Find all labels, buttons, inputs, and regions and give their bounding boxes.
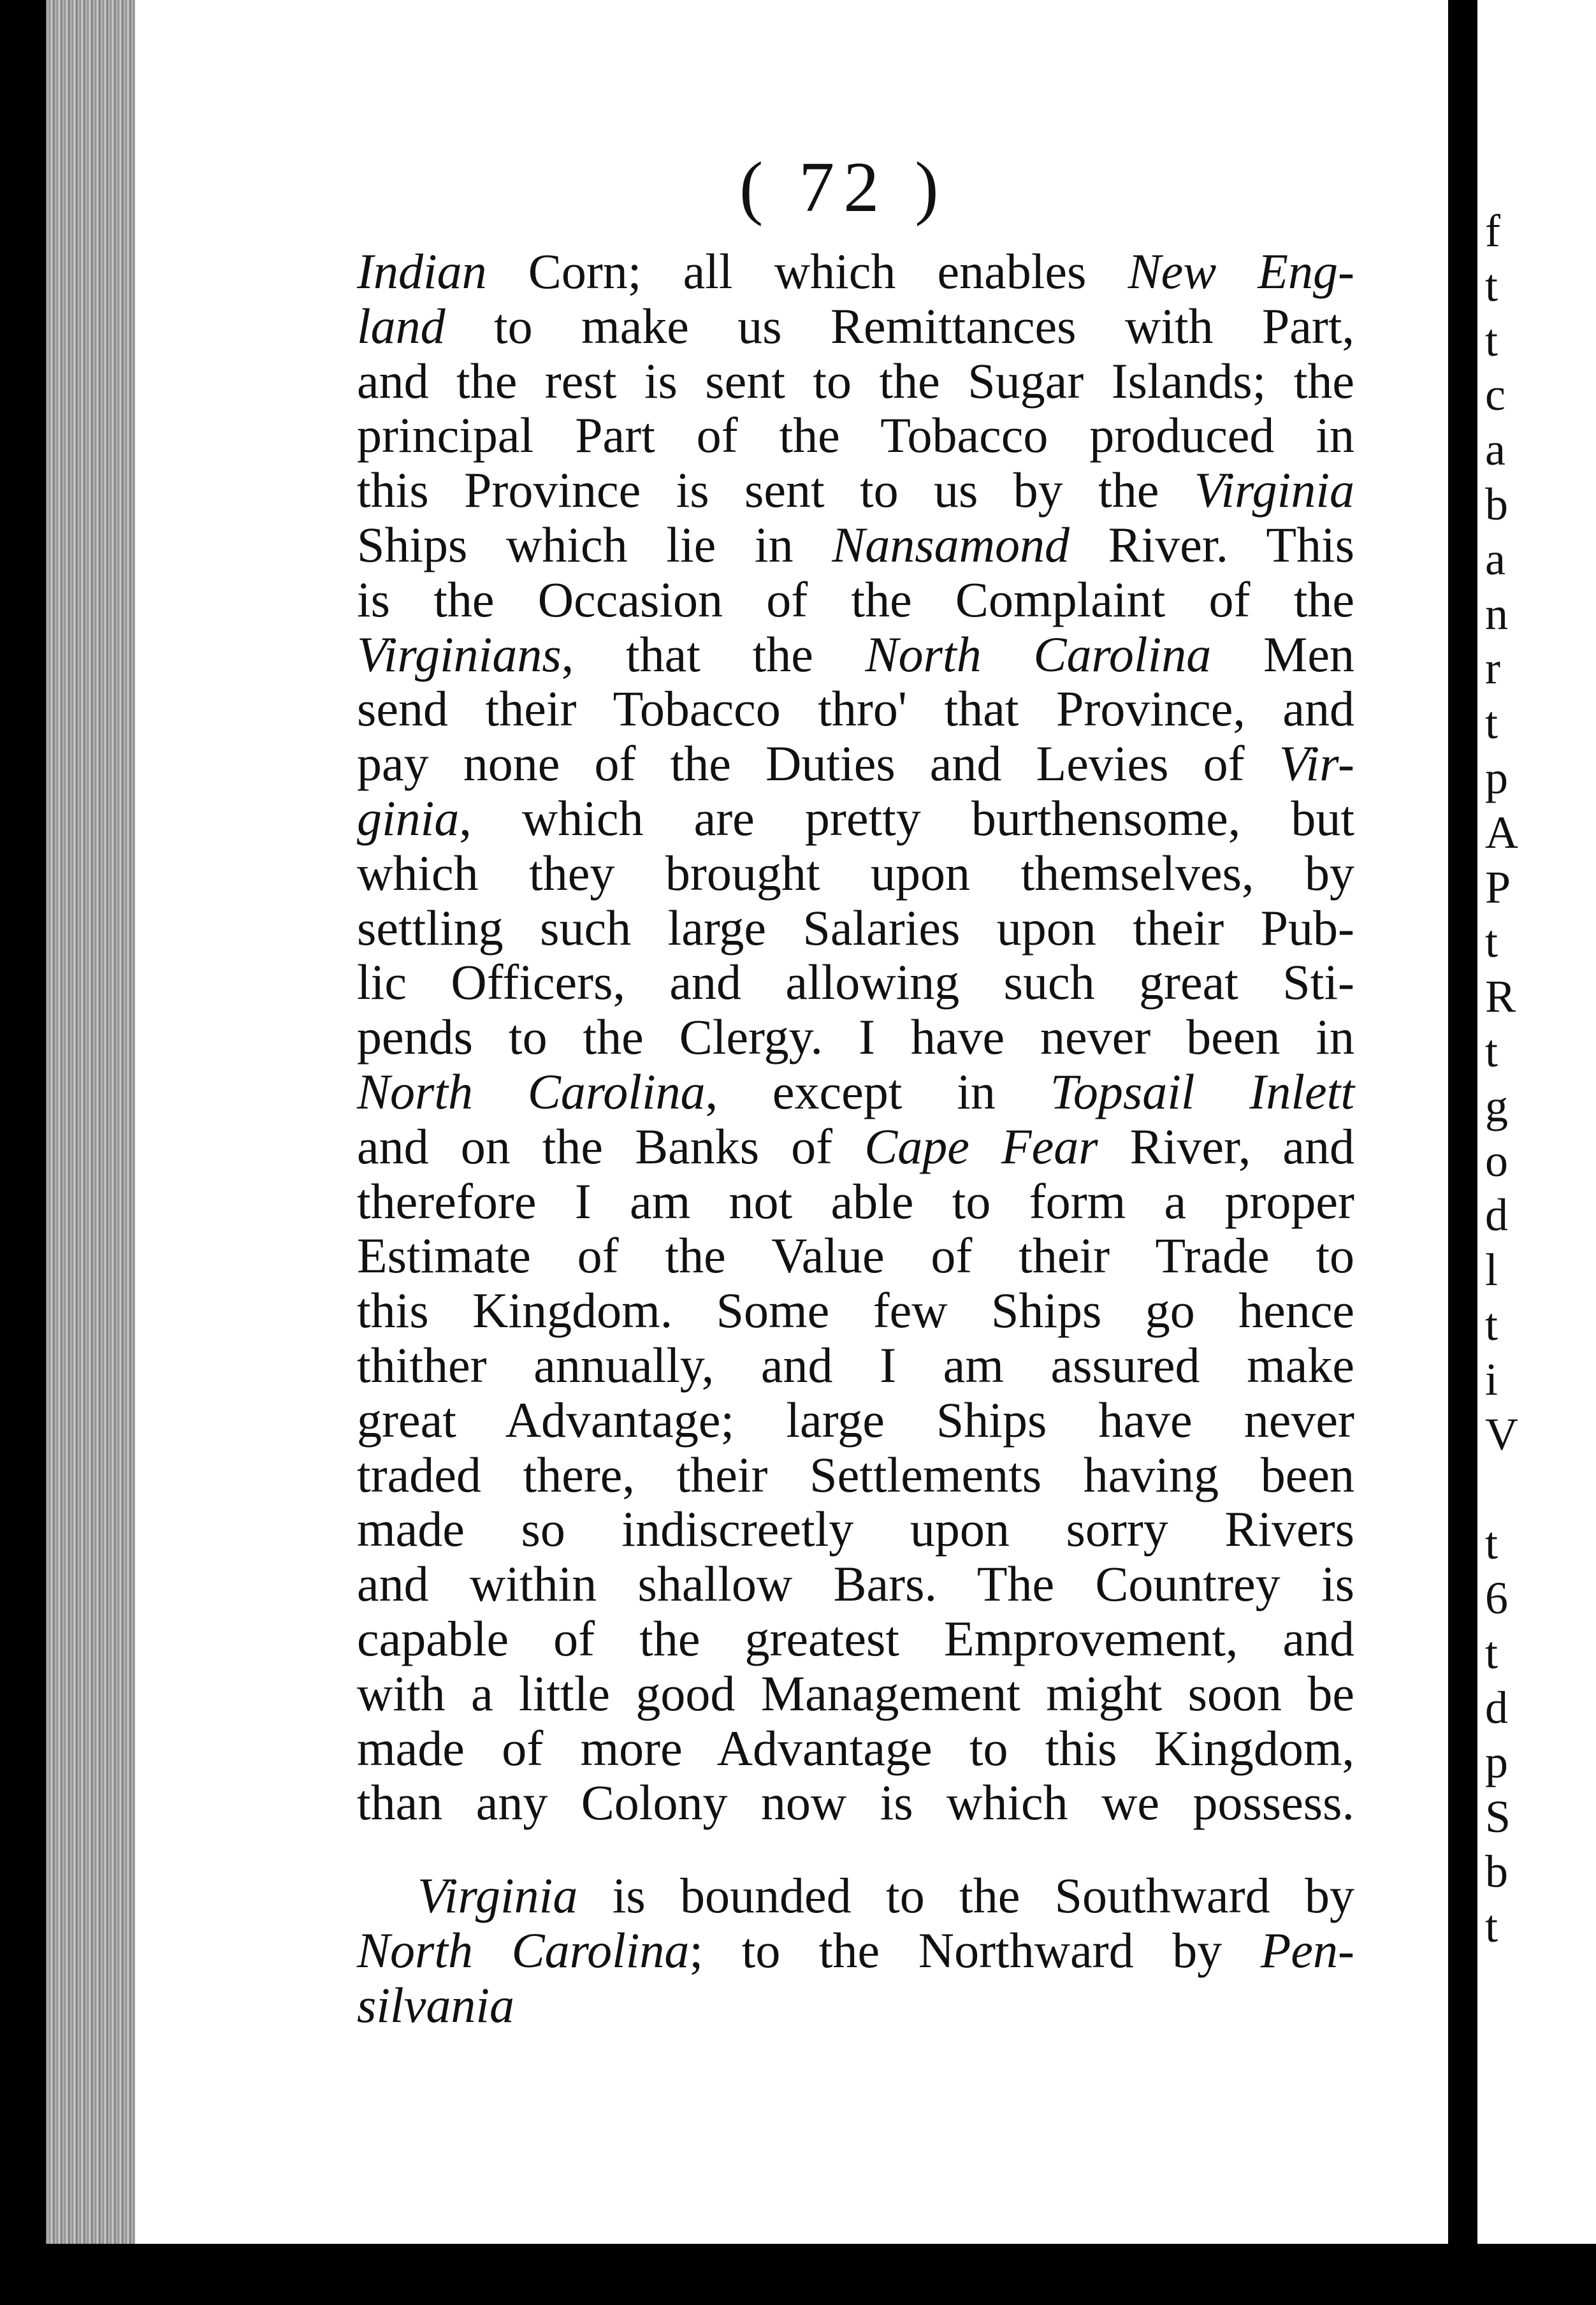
facing-line-fragment: c (1485, 369, 1505, 421)
italic-text: Vir- (1279, 736, 1354, 792)
paragraph1-line (357, 299, 1354, 354)
facing-line-fragment: t (1485, 1518, 1498, 1569)
paragraph1-line (357, 627, 1354, 682)
paragraph1-line (357, 1119, 1354, 1174)
facing-line-fragment: f (1485, 205, 1500, 256)
paragraph1-line (357, 1283, 1354, 1338)
italic-text: North Carolina (357, 1063, 706, 1119)
roman-text: which they brought upon themselves, by (357, 845, 1354, 901)
facing-line-fragment: r (1485, 643, 1500, 694)
roman-text: Men (1211, 626, 1354, 682)
roman-text: made so indiscreetly upon sorry Rivers (357, 1501, 1354, 1557)
paragraph1-line (357, 736, 1354, 791)
paragraph1-line (357, 572, 1354, 627)
roman-text: principal Part of the Tobacco produced in (357, 407, 1354, 463)
facing-line-fragment: p (1485, 752, 1508, 803)
italic-text: land (357, 298, 446, 354)
facing-line-fragment: V (1485, 1408, 1518, 1460)
facing-line-fragment: n (1485, 588, 1508, 639)
roman-text: Estimate of the Value of their Trade to (357, 1228, 1354, 1284)
facing-line-fragment: p (1485, 1736, 1508, 1788)
facing-page-strip (1477, 0, 1596, 2244)
facing-line-fragment: 6 (1485, 1572, 1508, 1624)
italic-text: Virginia (417, 1868, 578, 1924)
italic-text: ginia (357, 790, 460, 846)
paragraph1-line (357, 1666, 1354, 1721)
paragraph1-line (357, 791, 1354, 846)
paragraph1-line (357, 1557, 1354, 1611)
paragraph1-line (357, 901, 1354, 956)
paragraph1-line (357, 1775, 1354, 1830)
roman-text: River. This (1069, 516, 1354, 572)
roman-text: traded there, their Settlements having been (357, 1446, 1354, 1502)
roman-text: lic Officers, and allowing such great Sti- (357, 954, 1354, 1010)
facing-line-fragment: a (1485, 533, 1505, 585)
roman-text: this Kingdom. Some few Ships go hence (357, 1283, 1354, 1339)
roman-text: to make us Remittances with Part, (445, 298, 1354, 354)
paragraph2-line (357, 1868, 1354, 1923)
paragraph1-line (357, 408, 1354, 463)
facing-line-fragment: o (1485, 1135, 1508, 1186)
roman-text: pay none of the Duties and Levies of (357, 736, 1279, 792)
roman-text: and the rest is sent to the Sugar Islands; the (357, 353, 1354, 409)
paragraph1-line (357, 681, 1354, 736)
facing-line-fragment: R (1485, 971, 1516, 1022)
paragraph1-line (357, 955, 1354, 1010)
roman-text: than any Colony now is which we possess. (357, 1775, 1354, 1831)
facing-line-fragment (1485, 1462, 1518, 1516)
facing-line-fragment: t (1485, 1900, 1498, 1952)
italic-text: Cape Fear (864, 1118, 1098, 1174)
facing-line-fragment: l (1485, 1244, 1498, 1296)
roman-text: pends to the Clergy. I have never been in (357, 1009, 1354, 1065)
paragraph1-line (357, 354, 1354, 409)
roman-text: Corn; all which enables (486, 244, 1128, 299)
roman-text: , that the (561, 626, 866, 682)
paragraph1-line (357, 1228, 1354, 1283)
facing-line-fragment: P (1485, 861, 1511, 913)
paragraph1-line (357, 518, 1354, 572)
facing-line-fragment: S (1485, 1791, 1511, 1843)
paragraph1-line (357, 463, 1354, 518)
roman-text: and on the Banks of (357, 1118, 865, 1174)
facing-line-fragment: t (1485, 314, 1498, 366)
facing-line-fragment: t (1485, 1298, 1498, 1350)
italic-text: New Eng- (1128, 244, 1355, 299)
paragraph1-line (357, 244, 1354, 299)
paragraph-gap (357, 1830, 1354, 1868)
italic-text: North Carolina (357, 1922, 690, 1978)
scan-bottom-border (0, 2244, 1596, 2305)
facing-line-fragment: t (1485, 259, 1498, 311)
page-number: ( 72 ) (739, 148, 948, 227)
italic-text: Virginians (357, 626, 562, 682)
paragraph2-line (357, 1978, 1354, 2033)
facing-line-fragment: t (1485, 697, 1498, 749)
paragraph1-line (357, 1010, 1354, 1065)
roman-text: therefore I am not able to form a proper (357, 1173, 1354, 1229)
roman-text: , which are pretty burthensome, but (459, 790, 1354, 846)
roman-text: this Province is sent to us by the (357, 462, 1194, 518)
roman-text: is bounded to the Southward by (577, 1868, 1354, 1924)
facing-line-fragment: d (1485, 1189, 1508, 1241)
paragraph1-line (357, 1174, 1354, 1229)
body-text (357, 244, 1354, 2033)
roman-text: made of more Advantage to this Kingdom, (357, 1720, 1354, 1776)
paragraph1-line (357, 1338, 1354, 1393)
facing-line-fragment: d (1485, 1682, 1508, 1733)
roman-text: send their Tobacco thro' that Province, and (357, 681, 1354, 737)
facing-line-fragment: i (1485, 1353, 1498, 1405)
italic-text: Nansamond (832, 516, 1070, 572)
facing-line-fragment: g (1485, 1080, 1508, 1131)
roman-text: is the Occasion of the Complaint of the (357, 571, 1354, 627)
facing-line-fragment: b (1485, 1845, 1508, 1897)
paragraph2-line (357, 1923, 1354, 1978)
italic-text: Indian (357, 244, 487, 299)
roman-text: ; to the Northward by (689, 1922, 1261, 1978)
roman-text: , except in (705, 1063, 1050, 1119)
italic-text: Topsail Inlett (1050, 1063, 1354, 1119)
italic-text: Virginia (1194, 462, 1354, 518)
paragraph1-line (357, 846, 1354, 901)
paragraph1-line (357, 1065, 1354, 1119)
facing-line-fragment: t (1485, 1025, 1498, 1077)
roman-text: Ships which lie in (357, 516, 832, 572)
facing-line-fragment: A (1485, 806, 1518, 858)
italic-text: North Carolina (865, 626, 1212, 682)
facing-line-fragment: b (1485, 478, 1508, 530)
italic-text: silvania (357, 1977, 514, 2033)
facing-page-letters (1485, 204, 1518, 1954)
roman-text: with a little good Management might soon be (357, 1665, 1354, 1721)
paragraph1-line (357, 1448, 1354, 1502)
roman-text: capable of the greatest Emprovement, and (357, 1610, 1354, 1666)
facing-line-fragment: t (1485, 916, 1498, 968)
book-page-edges (46, 0, 135, 2244)
roman-text: River, and (1098, 1118, 1355, 1174)
roman-text: great Advantage; large Ships have never (357, 1392, 1354, 1448)
facing-line-fragment: a (1485, 424, 1505, 476)
roman-text: thither annually, and I am assured make (357, 1337, 1354, 1393)
paragraph1-line (357, 1502, 1354, 1557)
paragraph1-line (357, 1721, 1354, 1776)
paragraph1-line (357, 1611, 1354, 1666)
paragraph1-line (357, 1393, 1354, 1448)
facing-line-fragment: t (1485, 1627, 1498, 1678)
roman-text: settling such large Salaries upon their Pub- (357, 899, 1354, 956)
italic-text: Pen- (1260, 1922, 1354, 1978)
book-gutter (1448, 0, 1477, 2244)
roman-text: and within shallow Bars. The Countrey is (357, 1556, 1354, 1612)
